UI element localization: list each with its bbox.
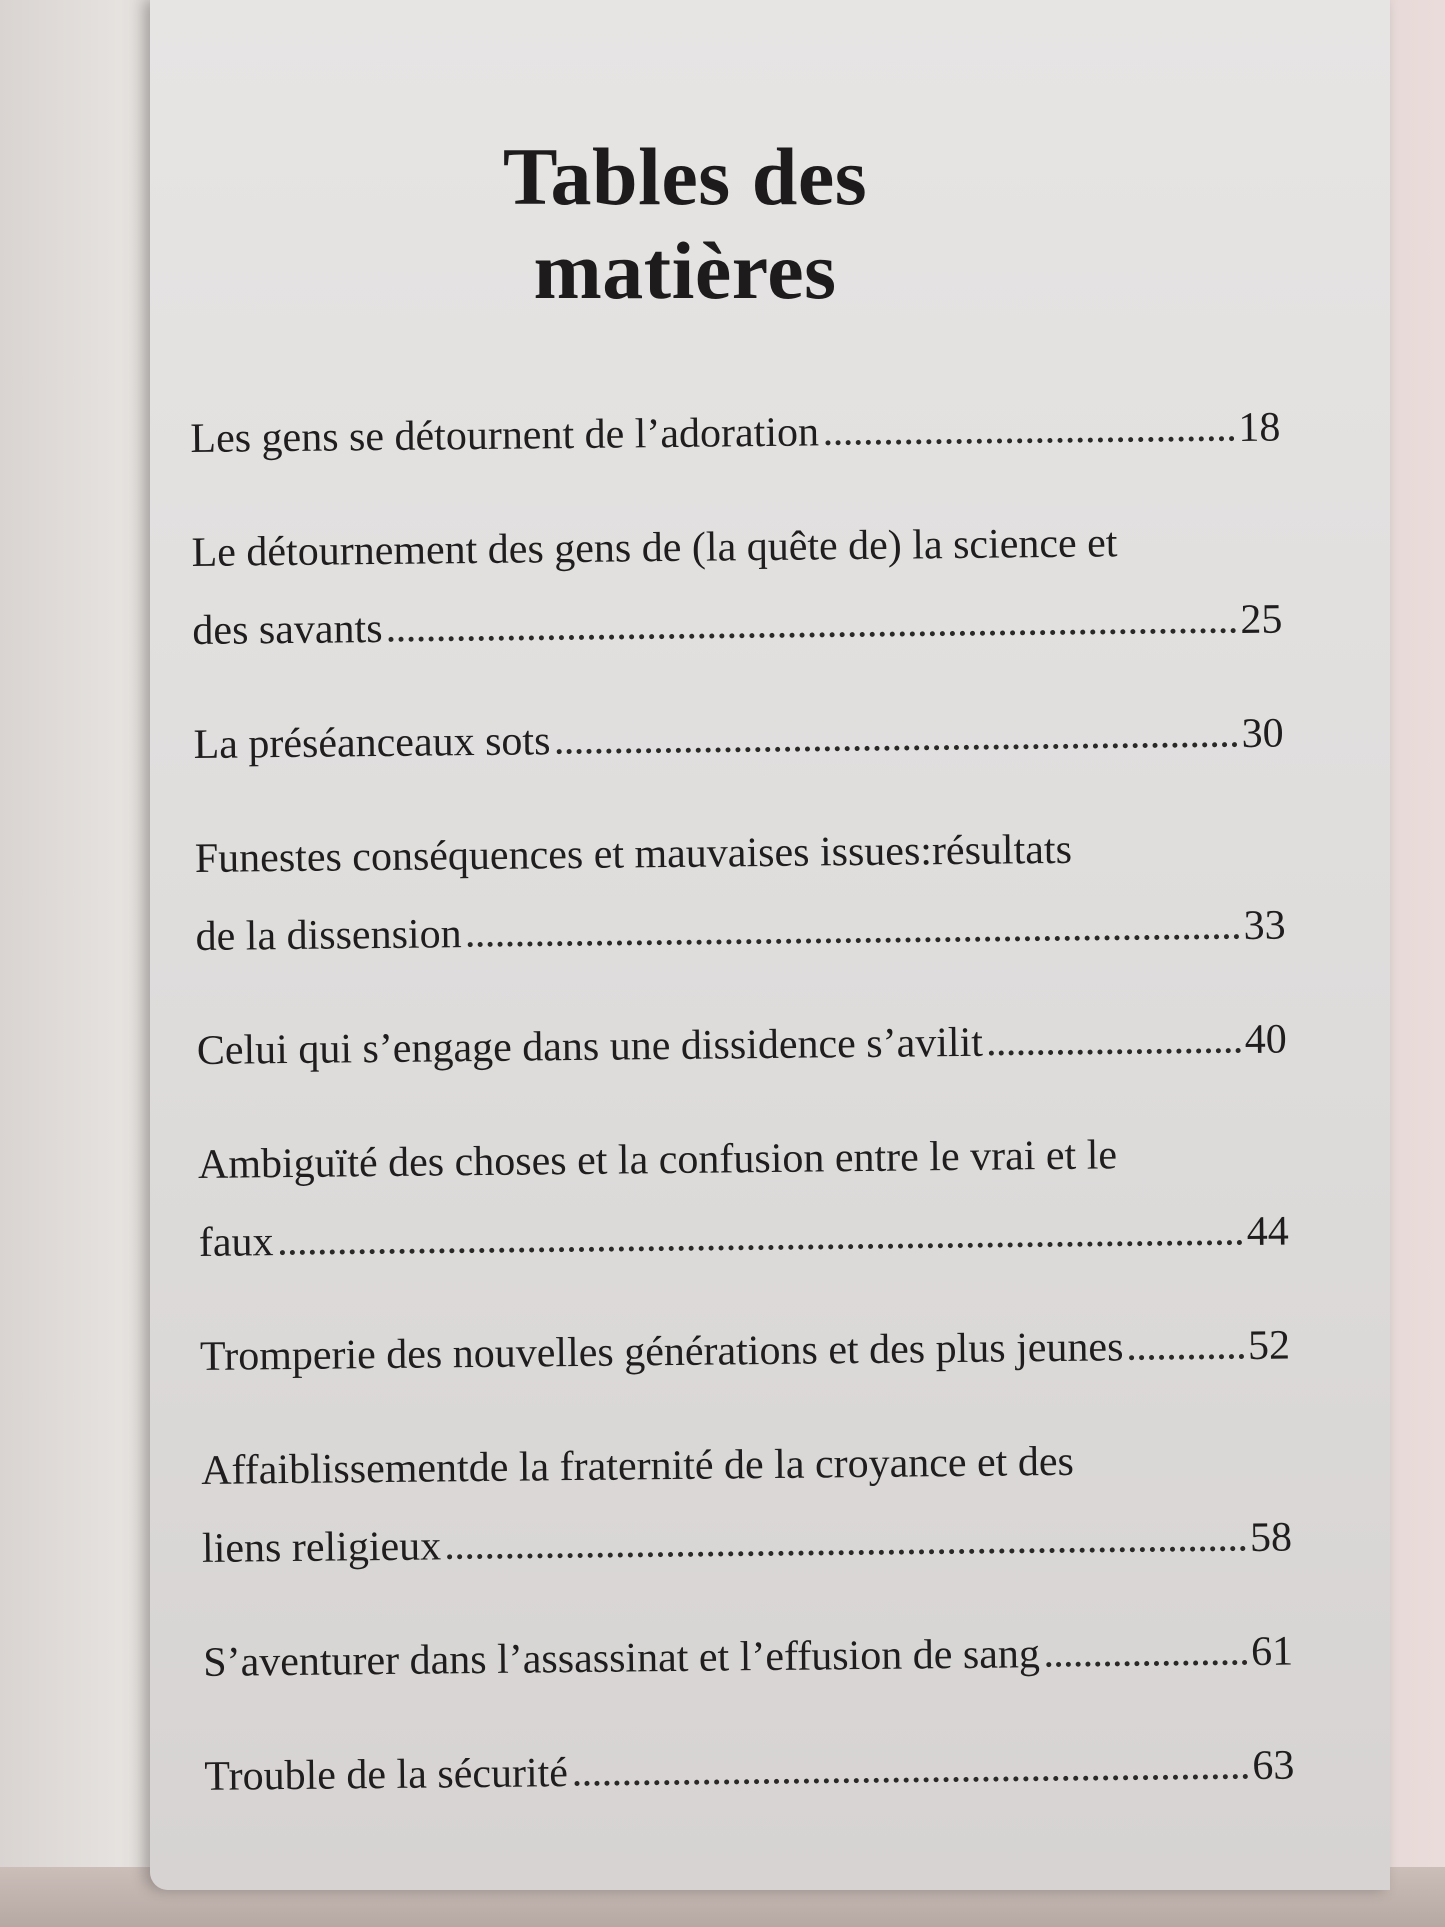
toc-page-number: 40 [1244,1016,1287,1063]
toc-entry-title-line: Le détournement des gens de (la quête de) la science et [191,520,1118,576]
toc-entry [203,1613,1294,1702]
toc-entry [204,1727,1295,1816]
toc-row [195,887,1286,976]
toc-row [202,1499,1293,1588]
dot-leader [1129,1354,1244,1360]
toc-entry-title: des savants [192,605,383,654]
book-page [150,0,1390,1890]
toc-row [196,1001,1287,1090]
toc-row [200,1307,1291,1396]
toc-entry [198,1115,1290,1282]
toc-page-number: 30 [1241,710,1284,758]
toc-entry-title: Les gens se détournent de l’adoration [190,409,820,462]
toc-entry-title: Celui qui s’engage dans une dissidence s’avilit [196,1019,984,1074]
dot-leader [1046,1660,1247,1667]
dot-leader [557,742,1238,754]
toc-page-number: 58 [1249,1514,1293,1561]
toc-row [204,1727,1295,1816]
toc-page-number: 63 [1252,1742,1295,1789]
dot-leader [389,628,1237,642]
toc-page-number: 25 [1240,596,1283,644]
toc-entry [196,1001,1287,1090]
dot-leader [280,1240,1243,1255]
toc-entry-title: faux [198,1219,274,1266]
dot-leader [447,1546,1246,1559]
toc-page-number: 61 [1250,1628,1294,1675]
toc-entry-title: Trouble de la sécurité [204,1750,569,1800]
page-title: Tables des matières [502,131,868,316]
toc-entry-title: S’aventurer dans l’assassinat et l’effusion de sang [202,1631,1041,1686]
toc-entry-title: liens religieux [201,1523,442,1572]
toc-entry-title: La préséanceaux sots [193,718,551,768]
toc-entry [201,1421,1293,1588]
dot-leader [574,1774,1248,1786]
toc-entry-title-line: Affaiblissementde la fraternité de la croyance et des [200,1438,1075,1494]
toc-row [192,581,1283,670]
toc-entry [194,809,1286,976]
dot-leader [989,1048,1241,1056]
toc-entry-title-line: Ambiguïté des choses et la confusion entre le vrai et le [197,1132,1118,1188]
toc-page-number: 18 [1238,404,1281,452]
table-of-contents [190,389,1295,1852]
toc-entry-title-line: Funestes conséquences et mauvaises issues:résultats [194,826,1073,882]
toc-row [193,695,1284,784]
toc-entry-title: Tromperie des nouvelles générations et des plus jeunes [199,1324,1124,1380]
toc-row [203,1613,1294,1702]
toc-row [198,1193,1289,1282]
dot-leader [825,436,1234,445]
toc-row [190,389,1281,478]
toc-entry [191,503,1283,670]
toc-entry [200,1307,1291,1396]
dot-leader [468,934,1240,947]
toc-entry [190,389,1281,478]
toc-page-number: 33 [1243,902,1286,949]
toc-entry [193,695,1284,784]
toc-page-number: 52 [1247,1322,1291,1369]
toc-page-number: 44 [1246,1208,1290,1255]
toc-entry-title: de la dissension [195,911,462,960]
